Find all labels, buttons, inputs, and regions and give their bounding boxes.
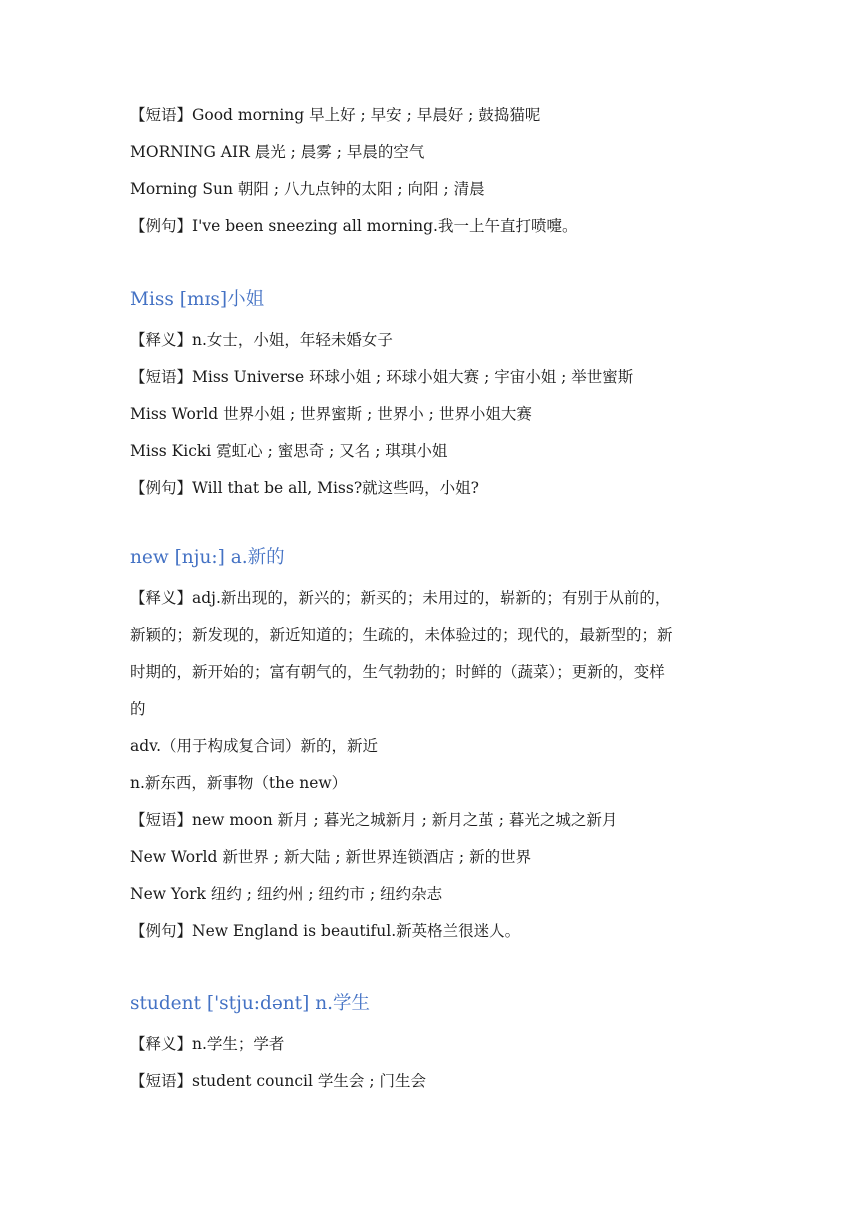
student-phrase: 【短语】student council 学生会 ; 门生会 bbox=[130, 1072, 426, 1090]
new-meaning-line-2: 新颖的；新发现的，新近知道的；生疏的，未体验过的；现代的，最新型的；新 bbox=[130, 626, 673, 644]
morning-example: 【例句】I've been sneezing all morning.我一上午直打喷嚏。 bbox=[130, 217, 578, 235]
new-heading: new [nju:] a.新的 bbox=[130, 547, 285, 568]
new-noun: n.新东西，新事物（the new） bbox=[130, 774, 348, 792]
morning-phrase: 【短语】Good morning 早上好 ; 早安 ; 早晨好 ; 鼓捣猫呢 bbox=[130, 106, 541, 124]
new-phrase-2: New World 新世界 ; 新大陆 ; 新世界连锁酒店 ; 新的世界 bbox=[130, 848, 532, 866]
new-meaning-line-4: 的 bbox=[130, 700, 146, 718]
new-phrase: 【短语】new moon 新月 ; 暮光之城新月 ; 新月之茧 ; 暮光之城之新月 bbox=[130, 811, 618, 829]
miss-phrase: 【短语】Miss Universe 环球小姐 ; 环球小姐大赛 ; 宇宙小姐 ; 举世蜜斯 bbox=[130, 368, 634, 386]
morning-phrase-3: Morning Sun 朝阳 ; 八九点钟的太阳 ; 向阳 ; 清晨 bbox=[130, 180, 485, 198]
miss-phrase-3: Miss Kicki 霓虹心 ; 蜜思奇 ; 又名 ; 琪琪小姐 bbox=[130, 442, 448, 460]
miss-meaning: 【释义】n.女士，小姐，年轻未婚女子 bbox=[130, 331, 393, 349]
morning-phrase-2: MORNING AIR 晨光 ; 晨雾 ; 早晨的空气 bbox=[130, 143, 425, 161]
new-meaning-line-1: 【释义】adj.新出现的，新兴的；新买的；未用过的，崭新的；有别于从前的， bbox=[130, 589, 671, 607]
new-phrase-3: New York 纽约 ; 纽约州 ; 纽约市 ; 纽约杂志 bbox=[130, 885, 443, 903]
new-meaning-line-3: 时期的，新开始的；富有朝气的，生气勃勃的；时鲜的（蔬菜）；更新的，变样 bbox=[130, 663, 665, 681]
student-heading: student ['stju:dənt] n.学生 bbox=[130, 993, 371, 1014]
student-meaning: 【释义】n.学生；学者 bbox=[130, 1035, 285, 1053]
miss-example: 【例句】Will that be all, Miss?就这些吗，小姐? bbox=[130, 479, 479, 497]
new-adv: adv.（用于构成复合词）新的，新近 bbox=[130, 737, 379, 755]
miss-phrase-2: Miss World 世界小姐 ; 世界蜜斯 ; 世界小 ; 世界小姐大赛 bbox=[130, 405, 532, 423]
miss-heading: Miss [mɪs]小姐 bbox=[130, 289, 265, 310]
new-example: 【例句】New England is beautiful.新英格兰很迷人。 bbox=[130, 922, 521, 940]
